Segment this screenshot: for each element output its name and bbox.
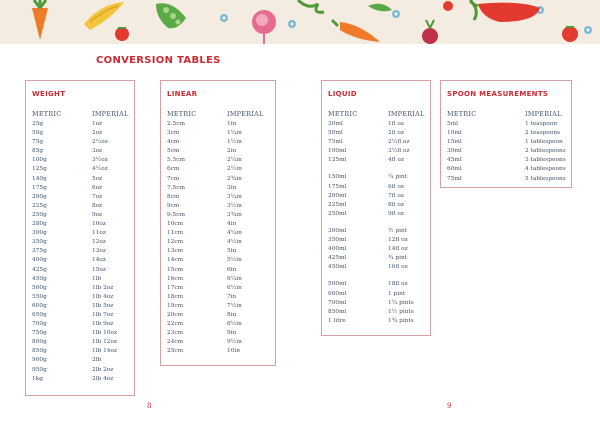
radish-icon xyxy=(252,10,276,44)
table-row xyxy=(322,147,430,156)
imperial-value: 2½in xyxy=(227,166,242,173)
metric-value: 5ml xyxy=(447,121,459,127)
imperial-value: 1¼ pints xyxy=(388,299,414,306)
imperial-value: 1 teaspoon xyxy=(525,121,558,127)
table-row xyxy=(322,290,430,299)
metric-value: 150ml xyxy=(328,174,347,181)
imperial-value: 2lb 4oz xyxy=(92,375,114,382)
imperial-value: 3½fl oz xyxy=(388,148,410,155)
table-row xyxy=(161,229,275,238)
metric-value: 450g xyxy=(32,275,47,282)
imperial-value: 2 teaspoons xyxy=(525,130,561,137)
imperial-value: 4¼in xyxy=(227,230,242,237)
beet-icon xyxy=(422,20,438,44)
imperial-value: 2½oz xyxy=(92,139,108,146)
table-row xyxy=(26,347,134,356)
metric-value: 280g xyxy=(32,221,47,228)
metric-value: 30ml xyxy=(328,121,343,127)
imperial-value: 1¾ pints xyxy=(388,317,414,324)
table-row xyxy=(441,120,571,129)
table-row xyxy=(26,220,134,229)
table-row xyxy=(26,302,134,311)
spoon-imperial-header: IMPERIAL xyxy=(525,110,562,118)
table-row xyxy=(26,129,134,138)
imperial-value: 1lb 5oz xyxy=(92,302,114,309)
imperial-value: 2fl oz xyxy=(388,130,404,137)
metric-value: 24cm xyxy=(167,339,184,346)
metric-value: 700g xyxy=(32,321,47,328)
table-row xyxy=(26,238,134,247)
table-row xyxy=(161,238,275,247)
imperial-value: 1lb 14oz xyxy=(92,348,118,355)
imperial-value: 2in xyxy=(227,148,237,155)
table-row xyxy=(322,129,430,138)
metric-value: 300g xyxy=(32,230,47,237)
table-row xyxy=(322,263,430,272)
table-row xyxy=(441,165,571,174)
metric-value: 7cm xyxy=(167,175,180,182)
metric-value: 23cm xyxy=(167,330,184,337)
metric-value: 250g xyxy=(32,211,47,218)
imperial-value: 8in xyxy=(227,311,237,318)
metric-value: 375g xyxy=(32,248,47,255)
liquid-metric-header: METRIC xyxy=(328,110,358,118)
table-row xyxy=(322,192,430,201)
table-row xyxy=(26,202,134,211)
imperial-value: 6¼in xyxy=(227,275,242,282)
spoon-table-title: SPOON MEASUREMENTS xyxy=(447,90,549,98)
metric-value: 500g xyxy=(32,284,47,291)
imperial-value: 2½fl oz xyxy=(388,139,410,146)
table-row xyxy=(161,156,275,165)
table-row xyxy=(26,175,134,184)
metric-value: 9cm xyxy=(167,202,180,209)
metric-value: 6cm xyxy=(167,166,180,173)
imperial-value: 1lb xyxy=(92,275,102,282)
table-row xyxy=(322,138,430,147)
metric-value: 1kg xyxy=(32,375,43,382)
metric-value: 15ml xyxy=(447,139,462,146)
imperial-value: 1½ pints xyxy=(388,308,414,315)
table-row xyxy=(161,293,275,302)
imperial-value: 6in xyxy=(227,266,237,273)
table-row xyxy=(161,165,275,174)
table-row xyxy=(26,275,134,284)
table-row xyxy=(26,193,134,202)
metric-value: 22cm xyxy=(167,321,184,328)
liquid-imperial-header: IMPERIAL xyxy=(388,110,425,118)
table-row xyxy=(322,254,430,263)
table-row xyxy=(26,356,134,365)
metric-value: 20cm xyxy=(167,311,184,318)
metric-value: 200ml xyxy=(328,192,347,199)
table-row xyxy=(161,247,275,256)
metric-value: 85g xyxy=(32,148,44,155)
table-row xyxy=(441,138,571,147)
metric-value: 850g xyxy=(32,348,47,355)
imperial-value: ¼ pint xyxy=(388,174,408,181)
table-row xyxy=(26,284,134,293)
imperial-value: 2¾in xyxy=(227,175,242,182)
table-row xyxy=(26,311,134,320)
table-row xyxy=(322,280,430,289)
imperial-value: 12fl oz xyxy=(388,237,408,244)
imperial-value: 3½in xyxy=(227,202,242,209)
imperial-value: 6oz xyxy=(92,184,103,191)
table-row xyxy=(441,175,571,184)
metric-value: 25cm xyxy=(167,348,184,355)
linear-table xyxy=(160,80,276,366)
vegetable-banner xyxy=(0,0,600,44)
metric-value: 8cm xyxy=(167,193,180,200)
table-row xyxy=(26,156,134,165)
metric-value: 200g xyxy=(32,193,47,200)
table-row xyxy=(26,211,134,220)
imperial-value: 13oz xyxy=(92,248,106,255)
imperial-value: 9fl oz xyxy=(388,210,404,217)
imperial-value: 4½in xyxy=(227,239,242,246)
imperial-value: 14oz xyxy=(92,257,106,264)
imperial-value: 2¼in xyxy=(227,157,242,164)
imperial-value: 1oz xyxy=(92,121,103,127)
page-title: CONVERSION TABLES xyxy=(96,55,221,66)
imperial-value: 4in xyxy=(227,221,237,228)
imperial-value: 1lb 7oz xyxy=(92,311,114,318)
weight-imperial-header: IMPERIAL xyxy=(92,110,129,118)
metric-value: 15cm xyxy=(167,266,184,273)
table-row xyxy=(161,211,275,220)
metric-value: 100g xyxy=(32,157,47,164)
metric-value: 225g xyxy=(32,202,47,209)
table-row xyxy=(322,201,430,210)
metric-value: 600ml xyxy=(328,290,347,297)
imperial-value: 2lb 2oz xyxy=(92,366,114,373)
table-row xyxy=(322,210,430,219)
imperial-value: 1fl oz xyxy=(388,121,404,127)
metric-value: 5cm xyxy=(167,148,180,155)
metric-value: 75ml xyxy=(328,139,343,146)
metric-value: 75ml xyxy=(447,175,462,182)
weight-table-title: WEIGHT xyxy=(32,90,66,98)
imperial-value: 6fl oz xyxy=(388,183,404,190)
table-row xyxy=(161,138,275,147)
metric-value: 75g xyxy=(32,139,44,146)
metric-value: 950g xyxy=(32,366,47,373)
imperial-value: 8½in xyxy=(227,321,242,328)
table-row xyxy=(161,184,275,193)
table-row xyxy=(161,256,275,265)
metric-value: 650g xyxy=(32,311,47,318)
imperial-value: 4 tablespoons xyxy=(525,166,566,173)
metric-value: 500ml xyxy=(328,281,347,288)
imperial-value: 1lb 9oz xyxy=(92,321,114,328)
table-row xyxy=(161,284,275,293)
table-row xyxy=(161,202,275,211)
table-row xyxy=(161,147,275,156)
metric-value: 900g xyxy=(32,357,47,364)
metric-value: 250ml xyxy=(328,210,347,217)
imperial-value: 6½in xyxy=(227,284,242,291)
banana-icon xyxy=(84,2,124,30)
table-row xyxy=(26,247,134,256)
imperial-value: 15oz xyxy=(92,266,106,273)
metric-value: 850ml xyxy=(328,308,347,315)
metric-value: 140g xyxy=(32,175,47,182)
imperial-value: 7oz xyxy=(92,193,103,200)
metric-value: 4cm xyxy=(167,139,180,146)
page-number-left: 8 xyxy=(147,402,152,410)
chilli-icon xyxy=(332,20,380,42)
imperial-value: 1 tablespoon xyxy=(525,139,563,146)
table-row xyxy=(322,227,430,236)
imperial-value: 3oz xyxy=(92,148,103,155)
carrot-icon xyxy=(32,0,48,40)
metric-value: 25g xyxy=(32,121,44,127)
metric-value: 12cm xyxy=(167,239,184,246)
imperial-value: 1lb 4oz xyxy=(92,293,114,300)
imperial-value: 10in xyxy=(227,348,240,355)
imperial-value: 18fl oz xyxy=(388,281,408,288)
table-row xyxy=(161,311,275,320)
table-row xyxy=(322,156,430,165)
imperial-value: 1 pint xyxy=(388,290,406,297)
table-row xyxy=(161,193,275,202)
table-row xyxy=(26,375,134,384)
table-row xyxy=(26,256,134,265)
metric-value: 13cm xyxy=(167,248,184,255)
imperial-value: 11oz xyxy=(92,230,106,237)
metric-value: 2.5cm xyxy=(167,121,185,127)
imperial-value: 3½oz xyxy=(92,157,108,164)
imperial-value: 1lb 10oz xyxy=(92,330,118,337)
table-row xyxy=(161,302,275,311)
imperial-value: 1lb 2oz xyxy=(92,284,114,291)
table-row xyxy=(441,147,571,156)
pea-pod-icon xyxy=(156,3,186,28)
table-row xyxy=(161,347,275,356)
metric-value: 425ml xyxy=(328,255,347,262)
imperial-value: 5in xyxy=(227,248,237,255)
imperial-value: 5oz xyxy=(92,175,103,182)
table-row xyxy=(161,220,275,229)
table-row xyxy=(26,320,134,329)
imperial-value: 5½in xyxy=(227,257,242,264)
table-row xyxy=(441,156,571,165)
imperial-value: 3 tablespoons xyxy=(525,157,566,164)
metric-value: 45ml xyxy=(447,157,462,164)
table-row xyxy=(26,293,134,302)
metric-value: 11cm xyxy=(167,230,184,237)
table-row xyxy=(322,317,430,326)
imperial-value: 8fl oz xyxy=(388,201,404,208)
imperial-value: 1¼in xyxy=(227,130,242,137)
imperial-value: 2 tablespoons xyxy=(525,148,566,155)
metric-value: 350ml xyxy=(328,237,347,244)
table-row xyxy=(322,183,430,192)
linear-metric-header: METRIC xyxy=(167,110,197,118)
metric-value: 800g xyxy=(32,339,47,346)
metric-value: 17cm xyxy=(167,284,184,291)
metric-value: 60ml xyxy=(447,166,462,173)
imperial-value: 2oz xyxy=(92,130,103,137)
imperial-value: 7½in xyxy=(227,302,242,309)
metric-value: 14cm xyxy=(167,257,184,264)
imperial-value: 3in xyxy=(227,184,237,191)
liquid-table-title: LIQUID xyxy=(328,90,357,98)
imperial-value: 1lb 12oz xyxy=(92,339,118,346)
imperial-value: 4½oz xyxy=(92,166,108,173)
metric-value: 30ml xyxy=(447,148,462,155)
table-row xyxy=(441,129,571,138)
metric-value: 350g xyxy=(32,239,47,246)
metric-value: 100ml xyxy=(328,148,347,155)
imperial-value: 5 tablespoons xyxy=(525,175,566,182)
imperial-value: 10oz xyxy=(92,221,106,228)
metric-value: 16cm xyxy=(167,275,184,282)
metric-value: 600g xyxy=(32,302,47,309)
weight-table xyxy=(25,80,135,396)
metric-value: 50ml xyxy=(328,130,343,137)
metric-value: 225ml xyxy=(328,201,347,208)
table-row xyxy=(26,229,134,238)
table-row xyxy=(161,129,275,138)
table-row xyxy=(322,173,430,182)
table-row xyxy=(26,147,134,156)
table-row xyxy=(26,366,134,375)
imperial-value: 4fl oz xyxy=(388,157,404,164)
imperial-value: ½ pint xyxy=(388,227,408,234)
table-row xyxy=(26,165,134,174)
metric-value: 125g xyxy=(32,166,47,173)
table-row xyxy=(322,245,430,254)
imperial-value: 1½in xyxy=(227,139,242,146)
metric-value: 700ml xyxy=(328,299,347,306)
metric-value: 450ml xyxy=(328,264,347,271)
liquid-table xyxy=(321,80,431,336)
table-row xyxy=(161,175,275,184)
imperial-value: 7in xyxy=(227,293,237,300)
table-row xyxy=(26,338,134,347)
tomato-icon xyxy=(115,27,129,41)
table-row xyxy=(26,120,134,129)
page-number-right: 9 xyxy=(447,402,452,410)
table-row xyxy=(322,236,430,245)
table-row xyxy=(161,266,275,275)
imperial-value: 12oz xyxy=(92,239,106,246)
metric-value: 400ml xyxy=(328,246,347,253)
metric-value: 125ml xyxy=(328,157,347,164)
table-row xyxy=(161,338,275,347)
imperial-value: ¾ pint xyxy=(388,255,408,262)
table-row xyxy=(26,329,134,338)
banner-illustration xyxy=(0,0,600,44)
imperial-value: 9½in xyxy=(227,339,242,346)
imperial-value: 9in xyxy=(227,330,237,337)
metric-value: 1 litre xyxy=(328,317,346,324)
metric-value: 50g xyxy=(32,130,44,137)
metric-value: 19cm xyxy=(167,302,184,309)
weight-metric-header: METRIC xyxy=(32,110,62,118)
table-row xyxy=(322,299,430,308)
metric-value: 550g xyxy=(32,293,47,300)
table-row xyxy=(161,120,275,129)
metric-value: 400g xyxy=(32,257,47,264)
metric-value: 18cm xyxy=(167,293,184,300)
metric-value: 10cm xyxy=(167,221,184,228)
imperial-value: 1in xyxy=(227,121,237,127)
imperial-value: 3¼in xyxy=(227,193,242,200)
table-row xyxy=(26,138,134,147)
metric-value: 175g xyxy=(32,184,47,191)
table-row xyxy=(161,275,275,284)
metric-value: 425g xyxy=(32,266,47,273)
metric-value: 750g xyxy=(32,330,47,337)
metric-value: 5.5cm xyxy=(167,157,185,164)
metric-value: 9.5cm xyxy=(167,211,185,218)
spoon-metric-header: METRIC xyxy=(447,110,477,118)
imperial-value: 7fl oz xyxy=(388,192,404,199)
spoon-measurements-table xyxy=(440,80,572,188)
imperial-value: 3¾in xyxy=(227,211,242,218)
metric-value: 300ml xyxy=(328,227,347,234)
linear-imperial-header: IMPERIAL xyxy=(227,110,264,118)
imperial-value: 8oz xyxy=(92,202,103,209)
imperial-value: 16fl oz xyxy=(388,264,408,271)
table-row xyxy=(26,184,134,193)
table-row xyxy=(161,320,275,329)
table-row xyxy=(26,266,134,275)
table-row xyxy=(322,308,430,317)
table-row xyxy=(322,120,430,129)
metric-value: 7.5cm xyxy=(167,184,185,191)
table-row xyxy=(161,329,275,338)
linear-table-title: LINEAR xyxy=(167,90,198,98)
imperial-value: 14fl oz xyxy=(388,246,408,253)
imperial-value: 2lb xyxy=(92,357,102,364)
metric-value: 10ml xyxy=(447,130,462,137)
red-pepper-icon xyxy=(470,2,540,22)
imperial-value: 9oz xyxy=(92,211,103,218)
metric-value: 175ml xyxy=(328,183,347,190)
metric-value: 3cm xyxy=(167,130,180,137)
